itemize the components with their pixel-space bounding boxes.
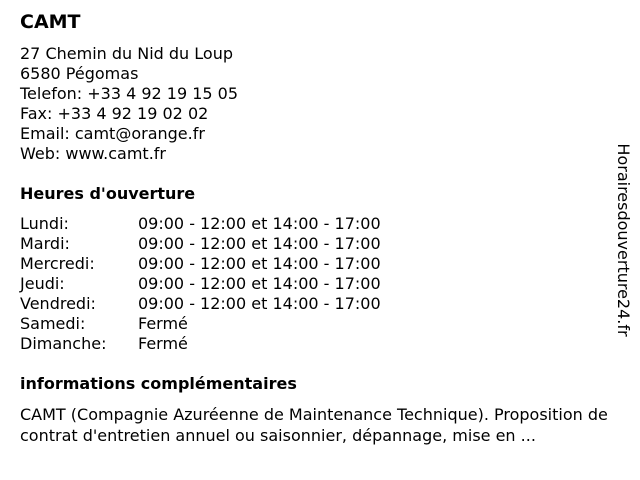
- hours-row-monday: [20, 214, 381, 234]
- fax-line: Fax: +33 4 92 19 02 02: [20, 104, 209, 123]
- day-label: Mercredi:: [20, 254, 95, 273]
- day-label: Jeudi:: [20, 274, 65, 293]
- additional-info-heading: informations complémentaires: [20, 374, 297, 393]
- business-description: CAMT (Compagnie Azuréenne de Maintenance Technique). Proposition de contrat d'entretien annuel ou saisonnier, dépannage, mise en ...: [20, 405, 608, 445]
- hours-row-tuesday: [20, 234, 381, 254]
- day-label: Lundi:: [20, 214, 69, 233]
- hours-value: Fermé: [138, 314, 188, 333]
- hours-value: 09:00 - 12:00 et 14:00 - 17:00: [138, 214, 381, 233]
- day-label: Dimanche:: [20, 334, 107, 353]
- opening-hours-table: [20, 214, 381, 354]
- hours-row-saturday: [20, 314, 381, 334]
- day-label: Samedi:: [20, 314, 86, 333]
- day-label: Mardi:: [20, 234, 70, 253]
- day-label: Vendredi:: [20, 294, 96, 313]
- hours-value: Fermé: [138, 334, 188, 353]
- hours-row-friday: [20, 294, 381, 314]
- web-line: Web: www.camt.fr: [20, 144, 166, 163]
- phone-line: Telefon: +33 4 92 19 15 05: [20, 84, 239, 103]
- hours-row-sunday: [20, 334, 381, 354]
- side-watermark-brand: Horairesdouverture24.fr: [614, 143, 633, 337]
- business-name: CAMT: [20, 11, 81, 33]
- hours-value: 09:00 - 12:00 et 14:00 - 17:00: [138, 274, 381, 293]
- contact-block: [20, 44, 238, 164]
- hours-value: 09:00 - 12:00 et 14:00 - 17:00: [138, 294, 381, 313]
- hours-value: 09:00 - 12:00 et 14:00 - 17:00: [138, 234, 381, 253]
- address-line-street: 27 Chemin du Nid du Loup: [20, 44, 233, 63]
- address-line-city: 6580 Pégomas: [20, 64, 139, 83]
- hours-row-thursday: [20, 274, 381, 294]
- opening-hours-heading: Heures d'ouverture: [20, 184, 196, 203]
- hours-value: 09:00 - 12:00 et 14:00 - 17:00: [138, 254, 381, 273]
- hours-row-wednesday: [20, 254, 381, 274]
- email-line: Email: camt@orange.fr: [20, 124, 205, 143]
